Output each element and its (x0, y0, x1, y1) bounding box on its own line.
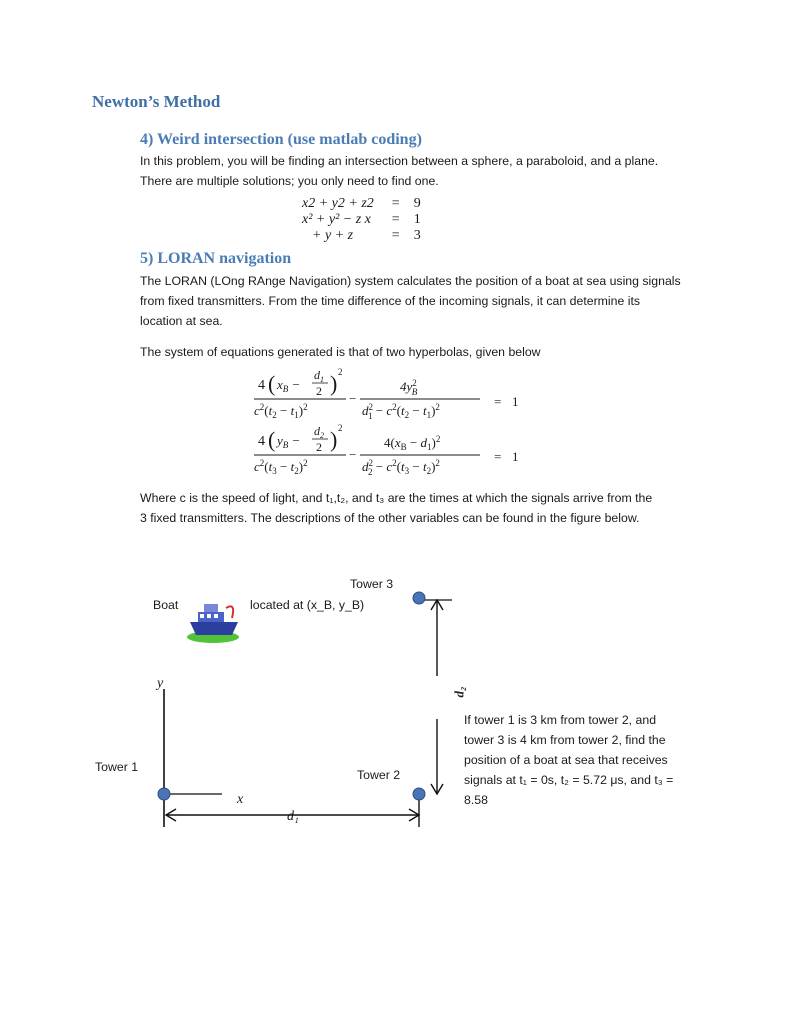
eq-lhs: x² + y² − z x (302, 212, 371, 227)
d1-label: d₁ (287, 809, 299, 824)
svg-text:(: ( (268, 427, 276, 452)
tower2-label: Tower 2 (357, 768, 401, 782)
problem5-intro: The system of equations generated is that of two hyperbolas, given below (140, 345, 541, 359)
problem4-title: 4) Weird intersection (use matlab coding) (140, 131, 422, 148)
x-axis-label: x (237, 792, 244, 807)
problem4-line1: In this problem, you will be finding an intersection between a sphere, a paraboloid, and a plane. (140, 154, 659, 168)
svg-text:=: = (494, 449, 502, 464)
problem5-line2: from fixed transmitters. From the time difference of the incoming signals, it can determine its (140, 294, 641, 308)
eq-lhs: + y + z (312, 228, 354, 243)
svg-text:−: − (349, 447, 357, 462)
eq-rhs: 3 (413, 228, 421, 243)
svg-text:c2(t2 − t1)2: $c^2(t_2 - t_1)^2$ (254, 402, 308, 420)
page-heading: Newton’s Method (92, 92, 221, 111)
eq2-rhs: 1 (512, 449, 519, 464)
svg-text:2: 2 (316, 440, 322, 454)
svg-text:d22 − c2(t3 − t2)2: $d^2$ $2 - c^2(t_3 - t_2)^2$ (362, 458, 440, 477)
svg-text:=: = (494, 394, 502, 409)
eq-sign: = (391, 228, 400, 243)
tower3-marker (413, 592, 425, 604)
svg-text:): ) (330, 371, 338, 396)
tower2-marker (413, 788, 425, 800)
question-line: signals at t₁ = 0s, t₂ = 5.72 μs, and t₃ = (464, 773, 674, 787)
question-text (464, 710, 714, 810)
svg-text:d21 − c2(t2 − t1)2: $d^2$ $1 - c^2(t_2 - t_1)^2$ (362, 402, 440, 421)
question-line: position of a boat at sea that receives (464, 753, 668, 767)
problem4-line2: There are multiple solutions; you only need to find one. (140, 174, 439, 188)
problem5-title: 5) LORAN navigation (140, 250, 292, 267)
svg-text:): ) (330, 427, 338, 452)
svg-text:d1: $d_1$ (314, 368, 324, 384)
y-axis-label: y (157, 676, 164, 691)
svg-text:4y2B: $4y^2$ B (400, 378, 418, 397)
eq-sign: = (391, 212, 400, 227)
boat-location-label: located at (x_B, y_B) (250, 598, 365, 612)
svg-text:xB −: $x_B$ − (277, 377, 301, 394)
svg-text:2: 2 (316, 384, 322, 398)
eq-rhs: 1 (413, 212, 421, 227)
where-line1: Where c is the speed of light, and t₁,t₂, and t₃ are the times at which the signals arrive from the (140, 491, 653, 505)
question-line: If tower 1 is 3 km from tower 2, and (464, 713, 657, 727)
eq-lhs: x2 + y2 + z2 (302, 196, 374, 211)
svg-text:2: 2 (338, 367, 343, 377)
tower3-label: Tower 3 (350, 577, 394, 591)
svg-text:(: ( (268, 371, 276, 396)
svg-text:4: 4 (258, 434, 265, 449)
question-line: tower 3 is 4 km from tower 2, find the (464, 733, 666, 747)
boat-label: Boat (153, 598, 179, 612)
tower1-marker (158, 788, 170, 800)
problem5-line3: location at sea. (140, 314, 223, 328)
eq-sign: = (391, 196, 400, 211)
boat-icon (187, 604, 239, 643)
eq-rhs: 9 (413, 196, 421, 211)
svg-text:d2: $d_2$ (314, 424, 324, 440)
eq1-rhs: 1 (512, 394, 519, 409)
svg-text:c2(t3 − t2)2: $c^2(t_3 - t_2)^2$ (254, 458, 308, 476)
svg-text:4: 4 (258, 378, 265, 393)
svg-text:4(xB − d1)2: $4(x_B - d_1)^2$ (384, 434, 441, 452)
problem5-line1: The LORAN (LOng RAnge Navigation) system calculates the position of a boat at sea using signals (140, 274, 681, 288)
svg-text:−: − (349, 391, 357, 406)
tower1-label: Tower 1 (95, 760, 139, 774)
svg-text:yB −: $y_B$ − (277, 433, 301, 450)
d2-label: d₂ (451, 686, 467, 698)
svg-text:2: 2 (338, 423, 343, 433)
where-line2: 3 fixed transmitters. The descriptions of the other variables can be found in the figure below. (140, 511, 640, 525)
question-line: 8.58 (464, 793, 488, 807)
